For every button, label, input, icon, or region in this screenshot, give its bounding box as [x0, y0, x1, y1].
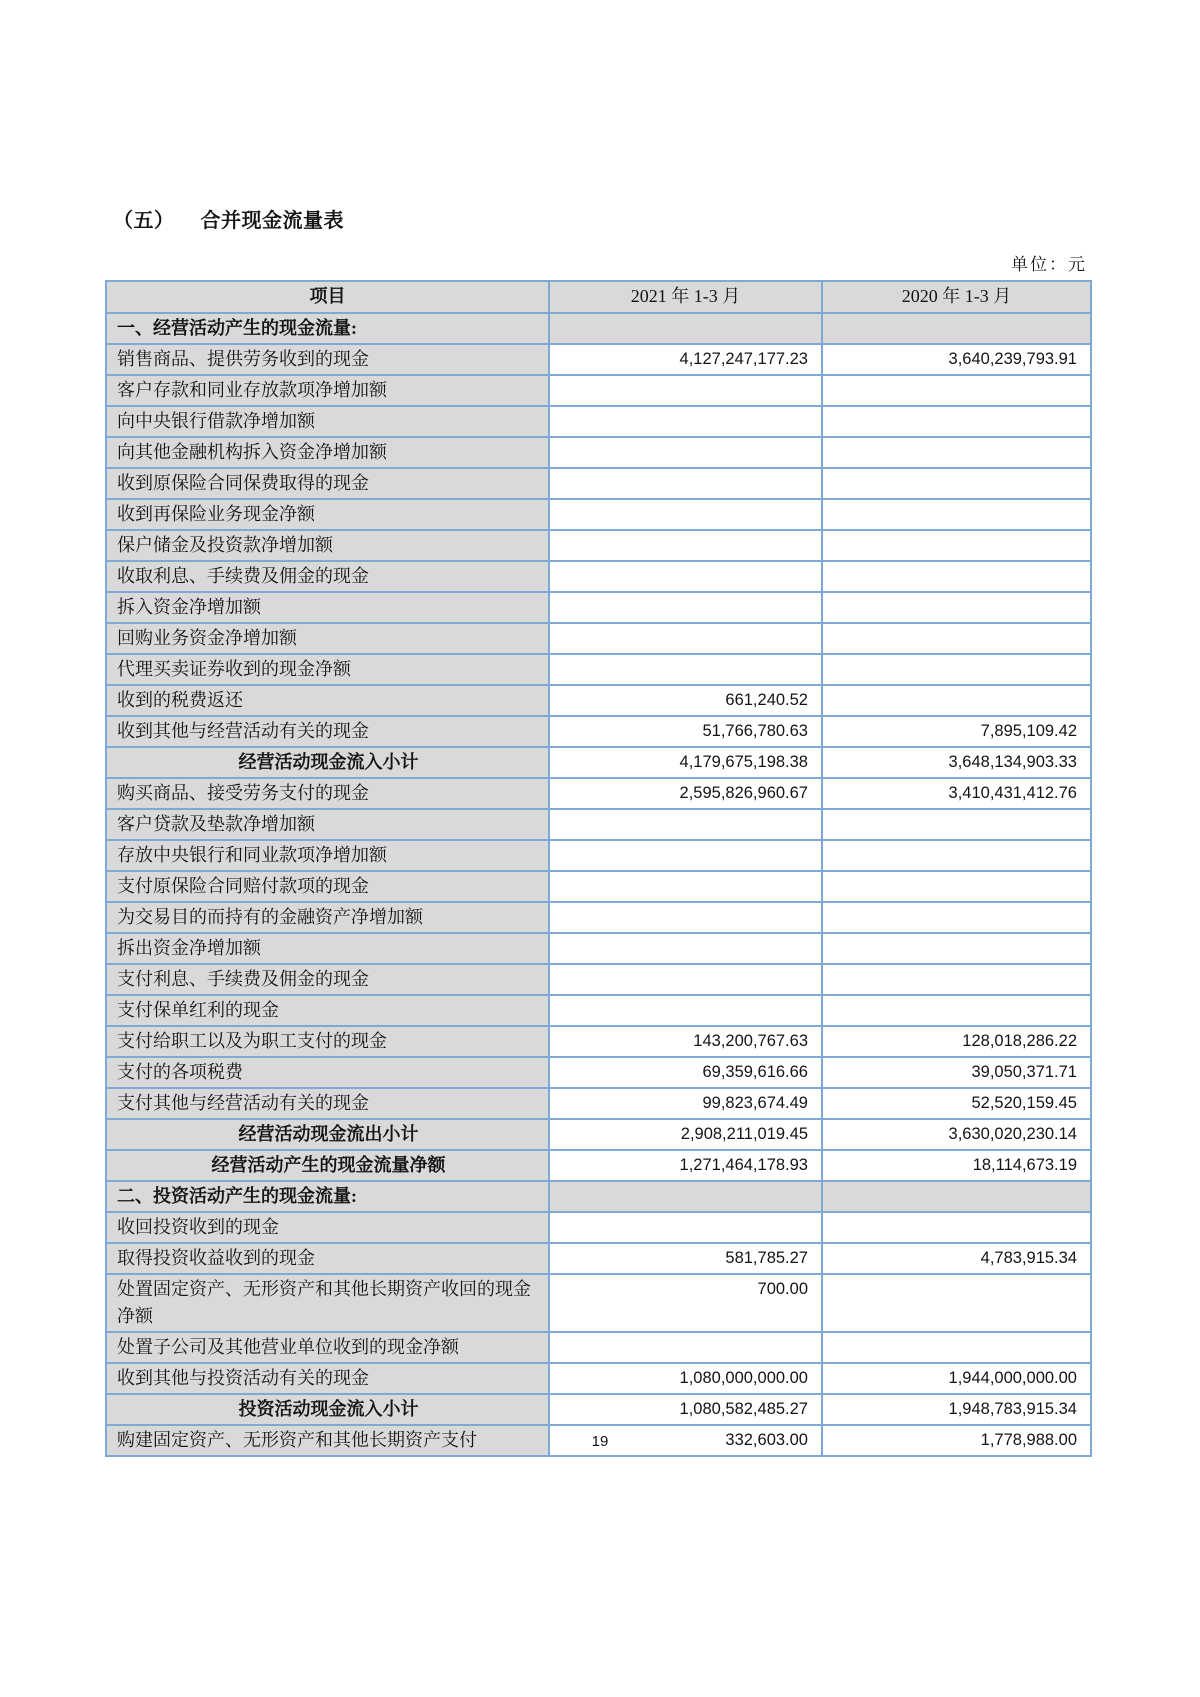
- value-2020-cell: [822, 375, 1091, 406]
- section-row: [106, 313, 1091, 344]
- item-label-cell: 收到其他与经营活动有关的现金: [106, 716, 549, 747]
- table-row: [106, 1212, 1091, 1243]
- value-2020-cell: [822, 530, 1091, 561]
- value-2021-cell: [549, 840, 822, 871]
- item-label-cell: 客户贷款及垫款净增加额: [106, 809, 549, 840]
- value-2020-cell: [822, 1181, 1091, 1212]
- item-label-cell: 经营活动现金流入小计: [106, 747, 549, 778]
- value-2020-cell: 52,520,159.45: [822, 1088, 1091, 1119]
- value-2020-cell: [822, 1332, 1091, 1363]
- value-2021-cell: [549, 1332, 822, 1363]
- subtotal-row: [106, 1394, 1091, 1425]
- item-label-cell: 回购业务资金净增加额: [106, 623, 549, 654]
- table-row: [106, 468, 1091, 499]
- item-label-cell: 收回投资收到的现金: [106, 1212, 549, 1243]
- value-2021-cell: 1,080,000,000.00: [549, 1363, 822, 1394]
- page-title-text: 合并现金流量表: [200, 210, 344, 232]
- header-row: [106, 281, 1091, 313]
- page-title: [113, 204, 344, 233]
- value-2020-cell: 3,640,239,793.91: [822, 344, 1091, 375]
- item-label-cell: 支付保单红利的现金: [106, 995, 549, 1026]
- item-label-cell: 支付其他与经营活动有关的现金: [106, 1088, 549, 1119]
- table-row: [106, 995, 1091, 1026]
- item-label-cell: 拆入资金净增加额: [106, 592, 549, 623]
- item-label-cell: 销售商品、提供劳务收到的现金: [106, 344, 549, 375]
- table-row: [106, 1363, 1091, 1394]
- item-label-cell: 二、投资活动产生的现金流量:: [106, 1181, 549, 1212]
- value-2021-cell: [549, 902, 822, 933]
- value-2020-cell: [822, 406, 1091, 437]
- item-label-cell: 支付原保险合同赔付款项的现金: [106, 871, 549, 902]
- value-2020-cell: 7,895,109.42: [822, 716, 1091, 747]
- item-label-cell: 收取利息、手续费及佣金的现金: [106, 561, 549, 592]
- table-row: [106, 530, 1091, 561]
- item-label-cell: 保户储金及投资款净增加额: [106, 530, 549, 561]
- value-2021-cell: 581,785.27: [549, 1243, 822, 1274]
- value-2021-cell: 700.00: [549, 1274, 822, 1332]
- table-row: [106, 654, 1091, 685]
- item-label-cell: 为交易目的而持有的金融资产净增加额: [106, 902, 549, 933]
- value-2021-cell: 1,271,464,178.93: [549, 1150, 822, 1181]
- value-2021-cell: [549, 468, 822, 499]
- table-row: [106, 685, 1091, 716]
- table-row: [106, 1026, 1091, 1057]
- value-2020-cell: [822, 840, 1091, 871]
- value-2021-cell: 4,127,247,177.23: [549, 344, 822, 375]
- value-2020-cell: [822, 654, 1091, 685]
- value-2021-cell: 143,200,767.63: [549, 1026, 822, 1057]
- item-label-cell: 代理买卖证券收到的现金净额: [106, 654, 549, 685]
- table-row: [106, 871, 1091, 902]
- item-label-cell: 处置固定资产、无形资产和其他长期资产收回的现金净额: [106, 1274, 549, 1332]
- item-label-cell: 向其他金融机构拆入资金净增加额: [106, 437, 549, 468]
- value-2021-cell: 1,080,582,485.27: [549, 1394, 822, 1425]
- value-2021-cell: [549, 871, 822, 902]
- value-2021-cell: 99,823,674.49: [549, 1088, 822, 1119]
- value-2021-cell: 4,179,675,198.38: [549, 747, 822, 778]
- table-row: [106, 592, 1091, 623]
- item-label-cell: 收到原保险合同保费取得的现金: [106, 468, 549, 499]
- value-2020-cell: [822, 871, 1091, 902]
- item-label-cell: 支付给职工以及为职工支付的现金: [106, 1026, 549, 1057]
- item-label-cell: 购买商品、接受劳务支付的现金: [106, 778, 549, 809]
- value-2020-cell: [822, 561, 1091, 592]
- item-label-cell: 客户存款和同业存放款项净增加额: [106, 375, 549, 406]
- table-row: [106, 1332, 1091, 1363]
- unit-label: 单位：元: [1011, 255, 1087, 274]
- item-label-cell: 收到的税费返还: [106, 685, 549, 716]
- table-row: [106, 623, 1091, 654]
- value-2021-cell: [549, 530, 822, 561]
- table-row: [106, 1243, 1091, 1274]
- cashflow-table: [105, 280, 1092, 1457]
- value-2021-cell: [549, 437, 822, 468]
- value-2021-cell: [549, 964, 822, 995]
- value-2020-cell: [822, 933, 1091, 964]
- table-row: [106, 902, 1091, 933]
- table-row: [106, 499, 1091, 530]
- table-row: [106, 1274, 1091, 1332]
- value-2021-cell: [549, 375, 822, 406]
- table-row: [106, 561, 1091, 592]
- table-row: [106, 840, 1091, 871]
- value-2021-cell: 51,766,780.63: [549, 716, 822, 747]
- column-header-2021: 2021 年 1-3 月: [549, 281, 822, 313]
- value-2020-cell: [822, 995, 1091, 1026]
- table-row: [106, 716, 1091, 747]
- item-label-cell: 拆出资金净增加额: [106, 933, 549, 964]
- value-2020-cell: [822, 499, 1091, 530]
- value-2021-cell: [549, 1181, 822, 1212]
- value-2020-cell: 1,778,988.00: [822, 1425, 1091, 1456]
- value-2020-cell: 18,114,673.19: [822, 1150, 1091, 1181]
- column-header-2020: 2020 年 1-3 月: [822, 281, 1091, 313]
- section-row: [106, 1181, 1091, 1212]
- value-2021-cell: 2,595,826,960.67: [549, 778, 822, 809]
- value-2021-cell: [549, 623, 822, 654]
- value-2021-cell: [549, 592, 822, 623]
- subtotal-row: [106, 747, 1091, 778]
- table-row: [106, 778, 1091, 809]
- table-row: [106, 344, 1091, 375]
- page-number: 19: [591, 1433, 609, 1450]
- table-row: [106, 1057, 1091, 1088]
- table-row: [106, 437, 1091, 468]
- value-2020-cell: 128,018,286.22: [822, 1026, 1091, 1057]
- value-2020-cell: [822, 623, 1091, 654]
- item-label-cell: 投资活动现金流入小计: [106, 1394, 549, 1425]
- item-label-cell: 向中央银行借款净增加额: [106, 406, 549, 437]
- item-label-cell: 存放中央银行和同业款项净增加额: [106, 840, 549, 871]
- table-row: [106, 375, 1091, 406]
- subtotal-row: [106, 1150, 1091, 1181]
- value-2021-cell: [549, 654, 822, 685]
- value-2020-cell: [822, 902, 1091, 933]
- value-2020-cell: [822, 468, 1091, 499]
- value-2021-cell: [549, 313, 822, 344]
- cashflow-table-header: [106, 281, 1091, 313]
- table-row: [106, 809, 1091, 840]
- page-title-number: （五）: [113, 210, 175, 232]
- column-header-item: 项目: [106, 281, 549, 313]
- value-2020-cell: [822, 809, 1091, 840]
- value-2020-cell: 1,948,783,915.34: [822, 1394, 1091, 1425]
- value-2021-cell: 661,240.52: [549, 685, 822, 716]
- item-label-cell: 支付利息、手续费及佣金的现金: [106, 964, 549, 995]
- value-2021-cell: [549, 995, 822, 1026]
- value-2021-cell: [549, 1212, 822, 1243]
- value-2021-cell: 2,908,211,019.45: [549, 1119, 822, 1150]
- item-label-cell: 一、经营活动产生的现金流量:: [106, 313, 549, 344]
- table-row: [106, 933, 1091, 964]
- value-2020-cell: [822, 964, 1091, 995]
- value-2020-cell: 1,944,000,000.00: [822, 1363, 1091, 1394]
- item-label-cell: 取得投资收益收到的现金: [106, 1243, 549, 1274]
- value-2021-cell: [549, 809, 822, 840]
- subtotal-row: [106, 1119, 1091, 1150]
- value-2020-cell: 3,648,134,903.33: [822, 747, 1091, 778]
- value-2021-cell: [549, 933, 822, 964]
- item-label-cell: 经营活动产生的现金流量净额: [106, 1150, 549, 1181]
- value-2020-cell: 3,410,431,412.76: [822, 778, 1091, 809]
- item-label-cell: 收到再保险业务现金净额: [106, 499, 549, 530]
- item-label-cell: 购建固定资产、无形资产和其他长期资产支付: [106, 1425, 549, 1456]
- item-label-cell: 经营活动现金流出小计: [106, 1119, 549, 1150]
- value-2020-cell: 39,050,371.71: [822, 1057, 1091, 1088]
- item-label-cell: 处置子公司及其他营业单位收到的现金净额: [106, 1332, 549, 1363]
- value-2021-cell: 69,359,616.66: [549, 1057, 822, 1088]
- value-2020-cell: 4,783,915.34: [822, 1243, 1091, 1274]
- value-2020-cell: [822, 1274, 1091, 1332]
- value-2020-cell: [822, 592, 1091, 623]
- value-2021-cell: [549, 499, 822, 530]
- value-2021-cell: [549, 406, 822, 437]
- value-2020-cell: [822, 1212, 1091, 1243]
- table-row: [106, 964, 1091, 995]
- item-label-cell: 收到其他与投资活动有关的现金: [106, 1363, 549, 1394]
- value-2020-cell: [822, 313, 1091, 344]
- value-2021-cell: [549, 561, 822, 592]
- cashflow-table-body: [106, 313, 1091, 1456]
- table-row: [106, 406, 1091, 437]
- item-label-cell: 支付的各项税费: [106, 1057, 549, 1088]
- value-2020-cell: [822, 685, 1091, 716]
- value-2020-cell: 3,630,020,230.14: [822, 1119, 1091, 1150]
- value-2021-cell: 332,603.00: [549, 1425, 822, 1456]
- value-2020-cell: [822, 437, 1091, 468]
- table-row: [106, 1088, 1091, 1119]
